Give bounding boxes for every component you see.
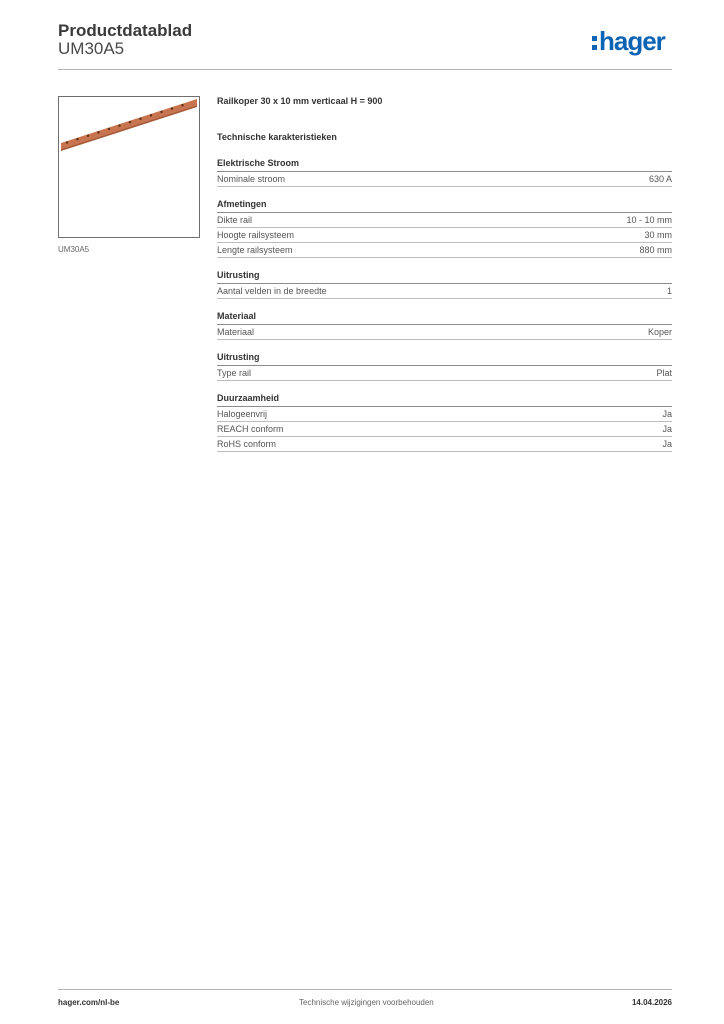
spec-label: Dikte rail — [217, 215, 253, 225]
spec-row — [217, 437, 672, 452]
footer-disclaimer: Technische wijzigingen voorbehouden — [299, 998, 434, 1007]
spec-row — [217, 284, 672, 299]
spec-groups — [217, 157, 672, 452]
spec-group-title: Elektrische Stroom — [217, 157, 672, 172]
product-description: Railkoper 30 x 10 mm verticaal H = 900 — [217, 96, 383, 106]
spec-group-title: Uitrusting — [217, 351, 672, 366]
spec-value: Ja — [662, 409, 672, 419]
spec-value: 1 — [666, 286, 672, 296]
spec-value: Koper — [647, 327, 672, 337]
spec-label: Nominale stroom — [217, 174, 286, 184]
spec-group — [217, 198, 672, 258]
spec-row — [217, 422, 672, 437]
rail-hole-icon — [150, 114, 152, 116]
spec-label: REACH conform — [217, 424, 284, 434]
spec-group-title: Uitrusting — [217, 269, 672, 284]
spec-row — [217, 213, 672, 228]
spec-content — [217, 96, 672, 452]
spec-group — [217, 310, 672, 340]
rail-hole-icon — [181, 104, 183, 106]
product-code: UM30A5 — [58, 39, 125, 58]
spec-group-title: Duurzaamheid — [217, 392, 672, 407]
rail-hole-icon — [87, 135, 89, 137]
spec-value: 30 mm — [644, 230, 672, 240]
spec-value: 630 A — [648, 174, 672, 184]
spec-label: Aantal velden in de breedte — [217, 286, 327, 296]
footer-date: 14.04.2026 — [631, 998, 672, 1007]
spec-value: Plat — [656, 368, 672, 378]
spec-value: 10 - 10 mm — [626, 215, 672, 225]
spec-row — [217, 172, 672, 187]
image-caption: UM30A5 — [58, 245, 90, 254]
spec-group — [217, 392, 672, 452]
rail-hole-icon — [171, 107, 173, 109]
spec-label: Lengte railsysteem — [217, 245, 293, 255]
rail-hole-icon — [66, 141, 68, 143]
spec-value: 880 mm — [639, 245, 672, 255]
rail-hole-icon — [118, 124, 120, 126]
footer-website: hager.com/nl-be — [58, 998, 120, 1007]
spec-row — [217, 407, 672, 422]
rail-hole-icon — [108, 128, 110, 130]
spec-label: Materiaal — [217, 327, 255, 337]
spec-label: Hoogte railsysteem — [217, 230, 295, 240]
spec-label: Type rail — [217, 368, 252, 378]
spec-row — [217, 325, 672, 340]
hager-logo — [592, 26, 665, 56]
spec-group-title: Afmetingen — [217, 198, 672, 213]
section-heading: Technische karakteristieken — [217, 132, 337, 142]
spec-row — [217, 366, 672, 381]
spec-group — [217, 157, 672, 187]
spec-value: Ja — [662, 424, 672, 434]
rail-hole-icon — [129, 121, 131, 123]
spec-group-title: Materiaal — [217, 310, 672, 325]
spec-row — [217, 228, 672, 243]
copper-rail-icon — [59, 97, 199, 237]
footer-divider — [58, 989, 672, 990]
logo-dots-icon — [592, 36, 597, 50]
spec-label: Halogeenvrij — [217, 409, 268, 419]
product-image — [58, 96, 200, 238]
logo-wordmark: hager — [599, 26, 665, 56]
header-divider — [58, 69, 672, 70]
rail-hole-icon — [160, 111, 162, 113]
rail-hole-icon — [97, 131, 99, 133]
spec-group — [217, 269, 672, 299]
page-title: Productdatablad — [58, 21, 193, 40]
spec-group — [217, 351, 672, 381]
rail-hole-icon — [139, 118, 141, 120]
spec-row — [217, 243, 672, 258]
rail-hole-icon — [76, 138, 78, 140]
spec-label: RoHS conform — [217, 439, 277, 449]
spec-value: Ja — [662, 439, 672, 449]
